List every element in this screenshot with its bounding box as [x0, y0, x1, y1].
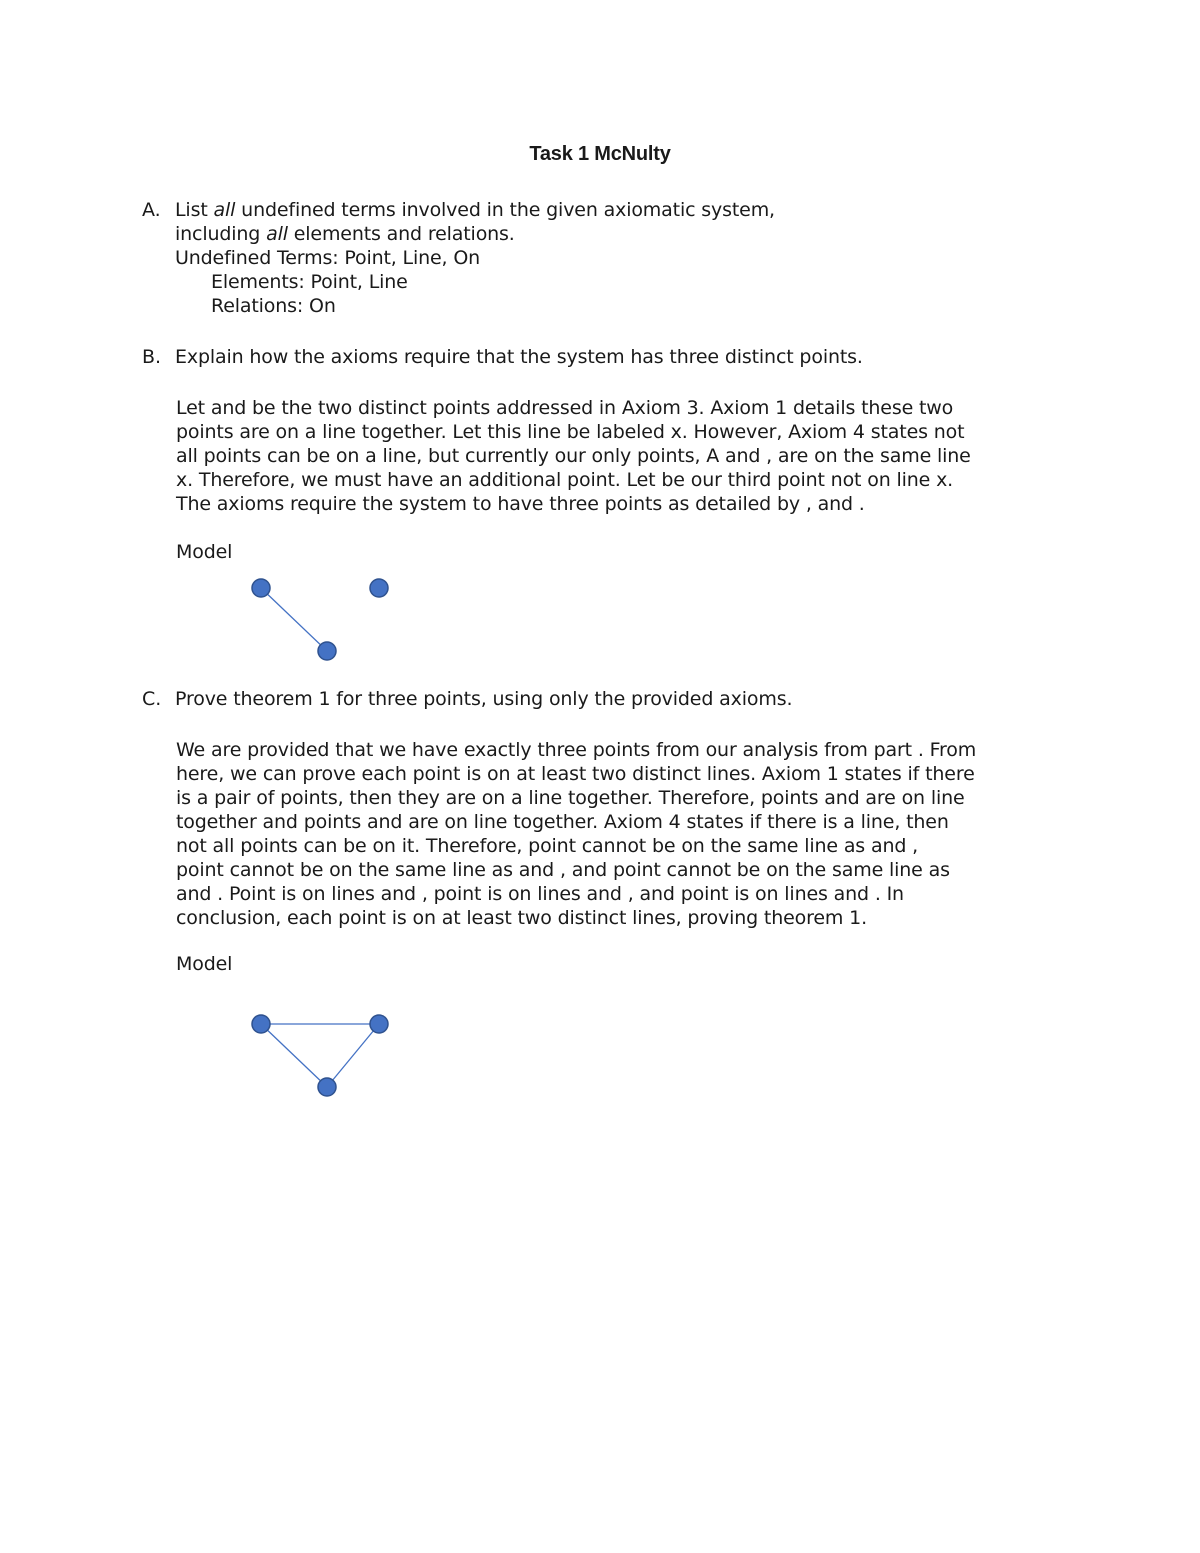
section-c-answer-line: not all points can be on it. Therefore, point cannot be on the same line as and ,	[176, 835, 919, 857]
section-c-marker: C.	[142, 688, 162, 710]
model-c-point	[318, 1078, 336, 1096]
section-b-marker: B.	[142, 346, 162, 368]
section-b-answer-line: Let and be the two distinct points addressed in Axiom 3. Axiom 1 details these two	[176, 397, 954, 419]
model-b-point	[252, 579, 270, 597]
text-span: undefined terms involved in the given axiomatic system,	[235, 199, 775, 221]
model-b-line	[261, 588, 327, 651]
section-b-answer-line: all points can be on a line, but currently our only points, A and , are on the same line	[176, 445, 971, 467]
page-title: Task 1 McNulty	[529, 143, 671, 165]
model-b-diagram	[240, 570, 400, 670]
text-span: elements and relations.	[287, 223, 515, 245]
section-c-answer-line: conclusion, each point is on at least two distinct lines, proving theorem 1.	[176, 907, 867, 929]
model-c-point	[370, 1015, 388, 1033]
model-c-diagram	[240, 1006, 400, 1106]
section-c-question: Prove theorem 1 for three points, using only the provided axioms.	[175, 688, 793, 710]
section-c-answer-line: We are provided that we have exactly three points from our analysis from part . From	[176, 739, 977, 761]
text-span: List	[175, 199, 214, 221]
section-c-answer-line: is a pair of points, then they are on a line together. Therefore, points and are on line	[176, 787, 965, 809]
section-b-answer-line: The axioms require the system to have three points as detailed by , and .	[176, 493, 865, 515]
section-b-answer-line: x. Therefore, we must have an additional point. Let be our third point not on line x.	[176, 469, 954, 491]
model-c-line	[261, 1024, 327, 1087]
section-c-answer-line: together and points and are on line together. Axiom 4 states if there is a line, then	[176, 811, 949, 833]
emphasis-all: all	[213, 199, 236, 221]
section-b-model-label: Model	[176, 541, 233, 563]
text-span: including	[175, 223, 267, 245]
model-c-line	[327, 1024, 379, 1087]
section-a-marker: A.	[142, 199, 161, 221]
relations-line: Relations: On	[211, 295, 336, 317]
section-c-answer-line: here, we can prove each point is on at least two distinct lines. Axiom 1 states if there	[176, 763, 975, 785]
section-b-question: Explain how the axioms require that the system has three distinct points.	[175, 346, 863, 368]
undefined-terms-line: Undefined Terms: Point, Line, On	[175, 247, 481, 269]
section-a-question-line-1	[175, 198, 775, 222]
section-c-answer-line: and . Point is on lines and , point is on lines and , and point is on lines and . In	[176, 883, 904, 905]
section-c-model-label: Model	[176, 953, 233, 975]
elements-line: Elements: Point, Line	[211, 271, 408, 293]
model-b-point	[318, 642, 336, 660]
emphasis-all: all	[266, 223, 288, 245]
model-b-point	[370, 579, 388, 597]
section-c-answer-line: point cannot be on the same line as and , and point cannot be on the same line as	[176, 859, 950, 881]
section-b-answer-line: points are on a line together. Let this line be labeled x. However, Axiom 4 states not	[176, 421, 965, 443]
section-a-question-line-2	[175, 222, 515, 246]
model-c-point	[252, 1015, 270, 1033]
